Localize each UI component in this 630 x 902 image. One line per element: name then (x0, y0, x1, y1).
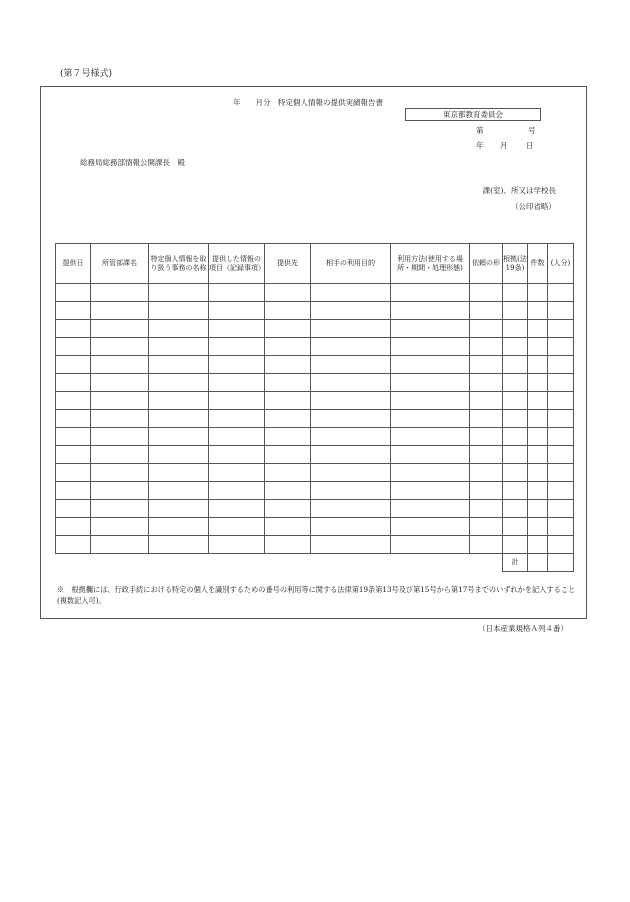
table-cell[interactable] (91, 464, 149, 482)
table-cell[interactable] (265, 320, 311, 338)
table-cell[interactable] (470, 536, 503, 554)
table-cell[interactable] (265, 356, 311, 374)
table-cell[interactable] (548, 518, 574, 536)
table-cell[interactable] (209, 464, 265, 482)
table-cell[interactable] (56, 428, 91, 446)
table-cell[interactable] (265, 482, 311, 500)
table-row (56, 464, 574, 482)
table-cell[interactable] (470, 464, 503, 482)
table-row (56, 536, 574, 554)
table-cell[interactable] (528, 428, 548, 446)
table-cell[interactable] (528, 500, 548, 518)
table-cell[interactable] (311, 446, 391, 464)
table-cell[interactable] (265, 410, 311, 428)
table-cell[interactable] (56, 518, 91, 536)
table-cell[interactable] (528, 482, 548, 500)
table-cell[interactable] (470, 392, 503, 410)
table-cell[interactable] (311, 500, 391, 518)
table-cell[interactable] (209, 284, 265, 302)
table-cell[interactable] (311, 482, 391, 500)
table-cell[interactable] (91, 320, 149, 338)
table-cell[interactable] (503, 374, 528, 392)
table-cell[interactable] (91, 356, 149, 374)
table-row (56, 482, 574, 500)
table-cell[interactable] (149, 536, 209, 554)
table-cell[interactable] (503, 410, 528, 428)
organization-box: 東京都教育委員会 (405, 108, 541, 121)
form-number: (第７号様式) (60, 69, 113, 79)
table-cell[interactable] (149, 428, 209, 446)
table-cell[interactable] (56, 410, 91, 428)
table-cell[interactable] (470, 446, 503, 464)
table-cell[interactable] (528, 392, 548, 410)
table-cell[interactable] (470, 428, 503, 446)
table-cell[interactable] (149, 446, 209, 464)
table-cell[interactable] (391, 338, 470, 356)
table-cell[interactable] (470, 482, 503, 500)
jis-size-label: （日本産業規格Ａ列４番） (478, 624, 568, 633)
table-cell[interactable] (56, 464, 91, 482)
table-cell[interactable] (265, 392, 311, 410)
doc-number-prefix: 第 (476, 126, 484, 135)
table-cell[interactable] (528, 356, 548, 374)
table-cell[interactable] (311, 518, 391, 536)
table-cell[interactable] (149, 518, 209, 536)
table-cell[interactable] (209, 338, 265, 356)
table-cell[interactable] (149, 356, 209, 374)
table-cell[interactable] (503, 446, 528, 464)
table-cell[interactable] (391, 374, 470, 392)
table-cell[interactable] (91, 518, 149, 536)
table-cell[interactable] (311, 374, 391, 392)
report-table (55, 243, 574, 572)
table-cell[interactable] (56, 446, 91, 464)
table-cell[interactable] (548, 320, 574, 338)
table-cell[interactable] (209, 392, 265, 410)
table-cell[interactable] (548, 464, 574, 482)
table-cell[interactable] (209, 536, 265, 554)
footnote: ※ 根拠欄には、行政手続における特定の個人を識別するための番号の利用等に関する法律第19条第13号及び第15号から第17号までのいずれかを記入すること(複数記入可)。 (57, 585, 576, 605)
table-row (56, 392, 574, 410)
table-cell[interactable] (503, 392, 528, 410)
table-cell[interactable] (548, 482, 574, 500)
table-row (56, 374, 574, 392)
table-cell[interactable] (391, 464, 470, 482)
table-cell[interactable] (91, 392, 149, 410)
table-cell[interactable] (503, 500, 528, 518)
table-cell[interactable] (470, 320, 503, 338)
table-cell[interactable] (149, 392, 209, 410)
table-cell[interactable] (209, 482, 265, 500)
table-cell[interactable] (265, 284, 311, 302)
table-cell[interactable] (149, 284, 209, 302)
table-cell[interactable] (548, 446, 574, 464)
table-cell[interactable] (528, 446, 548, 464)
table-cell[interactable] (528, 320, 548, 338)
table-row (56, 302, 574, 320)
header-purpose: 相手の利用目的 (311, 244, 391, 284)
table-row (56, 410, 574, 428)
table-row (56, 320, 574, 338)
table-cell[interactable] (548, 428, 574, 446)
table-cell[interactable] (503, 428, 528, 446)
header-info-items: 提供した情報の項目（記録事項） (209, 244, 265, 284)
table-cell[interactable] (56, 392, 91, 410)
table-cell[interactable] (91, 428, 149, 446)
table-cell[interactable] (503, 320, 528, 338)
header-recipient: 提供先 (265, 244, 311, 284)
table-cell[interactable] (149, 410, 209, 428)
table-cell[interactable] (56, 536, 91, 554)
table-cell[interactable] (91, 302, 149, 320)
table-cell[interactable] (91, 338, 149, 356)
table-cell[interactable] (503, 284, 528, 302)
table-cell[interactable] (391, 302, 470, 320)
table-header-row (56, 244, 574, 284)
table-cell[interactable] (503, 482, 528, 500)
table-cell[interactable] (209, 518, 265, 536)
table-cell[interactable] (391, 320, 470, 338)
table-row (56, 446, 574, 464)
header-department: 所管部課名 (91, 244, 149, 284)
table-cell[interactable] (209, 428, 265, 446)
table-cell[interactable] (391, 392, 470, 410)
date-month: 月 (500, 141, 508, 150)
header-request-form: 依頼の形 (470, 244, 503, 284)
header-legal-basis: 根拠(法19条) (503, 244, 528, 284)
table-cell[interactable] (265, 464, 311, 482)
table-cell[interactable] (548, 410, 574, 428)
table-cell[interactable] (265, 536, 311, 554)
table-cell[interactable] (503, 356, 528, 374)
table-cell[interactable] (548, 356, 574, 374)
table-cell[interactable] (209, 356, 265, 374)
table-cell[interactable] (391, 356, 470, 374)
table-cell[interactable] (528, 410, 548, 428)
header-date: 提供日 (56, 244, 91, 284)
table-cell[interactable] (391, 410, 470, 428)
table-cell[interactable] (91, 500, 149, 518)
table-cell[interactable] (470, 302, 503, 320)
table-cell[interactable] (209, 446, 265, 464)
table-cell[interactable] (311, 464, 391, 482)
table-cell[interactable] (209, 410, 265, 428)
table-cell[interactable] (470, 518, 503, 536)
table-cell[interactable] (503, 338, 528, 356)
date-year: 年 (476, 141, 484, 150)
table-cell[interactable] (209, 374, 265, 392)
table-cell[interactable] (265, 302, 311, 320)
table-cell[interactable] (265, 374, 311, 392)
table-cell[interactable] (209, 320, 265, 338)
table-cell[interactable] (311, 284, 391, 302)
table-row (56, 284, 574, 302)
total-label: 計 (503, 554, 528, 572)
total-row (56, 554, 574, 572)
table-cell[interactable] (470, 338, 503, 356)
table-row (56, 338, 574, 356)
table-cell[interactable] (528, 284, 548, 302)
total-persons-cell[interactable] (548, 554, 574, 572)
table-cell[interactable] (311, 356, 391, 374)
table-cell[interactable] (91, 374, 149, 392)
table-cell[interactable] (528, 536, 548, 554)
table-cell[interactable] (528, 338, 548, 356)
table-cell[interactable] (470, 500, 503, 518)
table-cell[interactable] (528, 302, 548, 320)
table-cell[interactable] (503, 536, 528, 554)
seal-omitted-note: （公印省略） (511, 202, 556, 211)
sender: 課(室)、所又は学校長 (482, 186, 556, 195)
table-cell[interactable] (311, 410, 391, 428)
table-cell[interactable] (528, 518, 548, 536)
table-cell[interactable] (470, 284, 503, 302)
table-cell[interactable] (503, 464, 528, 482)
table-cell[interactable] (265, 500, 311, 518)
table-cell[interactable] (548, 338, 574, 356)
table-cell[interactable] (503, 518, 528, 536)
table-row (56, 500, 574, 518)
table-cell[interactable] (149, 320, 209, 338)
table-cell[interactable] (56, 356, 91, 374)
header-affair-name: 特定個人情報を取り扱う事務の名称 (149, 244, 209, 284)
table-cell[interactable] (149, 464, 209, 482)
table-cell[interactable] (391, 500, 470, 518)
table-row (56, 518, 574, 536)
table-cell[interactable] (149, 302, 209, 320)
table-cell[interactable] (209, 302, 265, 320)
table-cell[interactable] (311, 392, 391, 410)
header-count: 件数 (528, 244, 548, 284)
table-cell[interactable] (548, 374, 574, 392)
table-cell[interactable] (391, 284, 470, 302)
table-cell[interactable] (311, 338, 391, 356)
table-cell[interactable] (528, 374, 548, 392)
total-spacer (56, 554, 503, 572)
table-cell[interactable] (56, 500, 91, 518)
table-cell[interactable] (391, 536, 470, 554)
table-cell[interactable] (56, 320, 91, 338)
table-cell[interactable] (470, 356, 503, 374)
table-cell[interactable] (528, 464, 548, 482)
table-cell[interactable] (391, 446, 470, 464)
table-cell[interactable] (311, 302, 391, 320)
table-cell[interactable] (56, 302, 91, 320)
table-row (56, 428, 574, 446)
table-cell[interactable] (91, 536, 149, 554)
header-persons: (人分) (548, 244, 574, 284)
table-cell[interactable] (209, 500, 265, 518)
table-cell[interactable] (149, 482, 209, 500)
table-cell[interactable] (149, 374, 209, 392)
table-cell[interactable] (311, 536, 391, 554)
table-cell[interactable] (149, 500, 209, 518)
report-title: 年 月分 特定個人情報の提供実績報告書 (233, 98, 383, 107)
addressee: 総務局総務部情報公開課長 殿 (80, 158, 185, 167)
table-cell[interactable] (56, 338, 91, 356)
table-cell[interactable] (56, 284, 91, 302)
table-cell[interactable] (91, 410, 149, 428)
doc-number-suffix: 号 (528, 126, 536, 135)
table-cell[interactable] (470, 410, 503, 428)
table-cell[interactable] (548, 302, 574, 320)
table-cell[interactable] (56, 482, 91, 500)
table-cell[interactable] (548, 392, 574, 410)
table-cell[interactable] (548, 500, 574, 518)
table-cell[interactable] (265, 338, 311, 356)
table-cell[interactable] (311, 320, 391, 338)
table-cell[interactable] (91, 446, 149, 464)
table-cell[interactable] (265, 518, 311, 536)
total-count-cell[interactable] (528, 554, 548, 572)
table-cell[interactable] (391, 518, 470, 536)
table-cell[interactable] (391, 482, 470, 500)
date-day: 日 (526, 141, 534, 150)
table-cell[interactable] (470, 374, 503, 392)
table-cell[interactable] (391, 428, 470, 446)
table-cell[interactable] (548, 536, 574, 554)
table-row (56, 356, 574, 374)
table-cell[interactable] (265, 446, 311, 464)
table-cell[interactable] (548, 284, 574, 302)
table-cell[interactable] (56, 374, 91, 392)
table-cell[interactable] (311, 428, 391, 446)
table-cell[interactable] (503, 302, 528, 320)
table-cell[interactable] (91, 482, 149, 500)
header-usage-method: 利用方法(使用する場所・期間・処理形態) (391, 244, 470, 284)
table-cell[interactable] (265, 428, 311, 446)
table-cell[interactable] (149, 338, 209, 356)
table-cell[interactable] (91, 284, 149, 302)
